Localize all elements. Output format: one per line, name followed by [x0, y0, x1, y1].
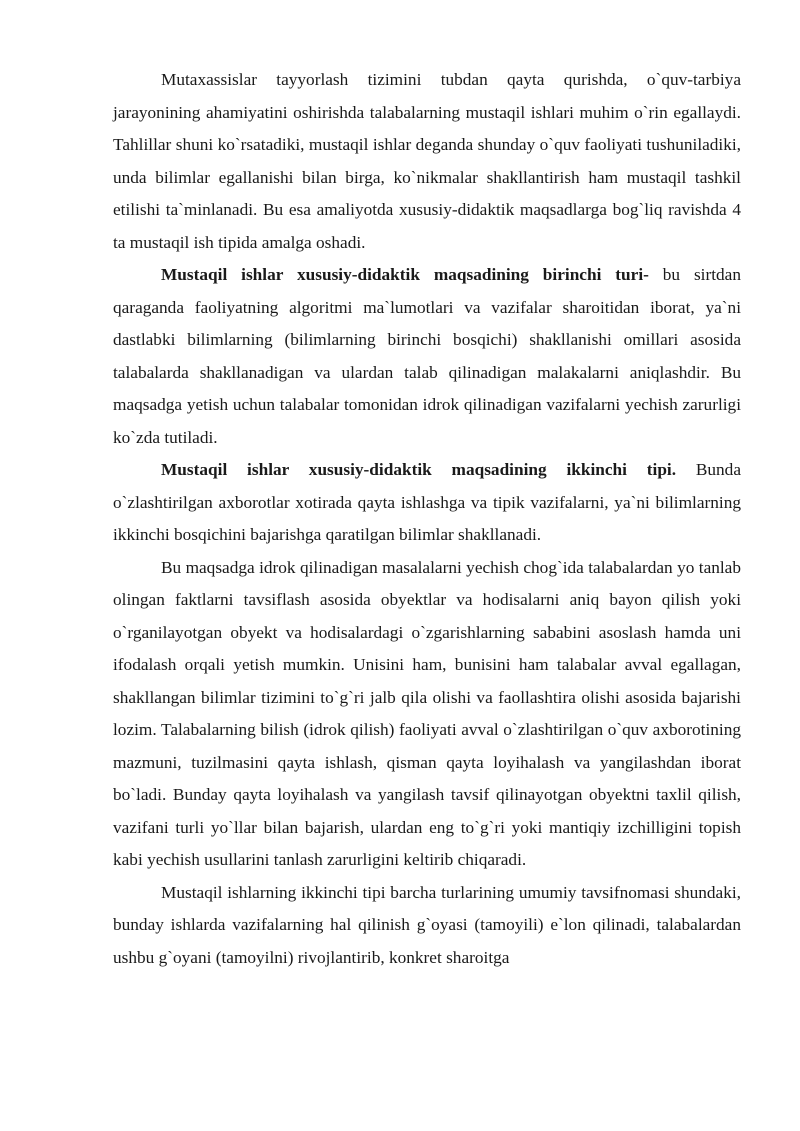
paragraph-5-text: Mustaqil ishlarning ikkinchi tipi barcha turlarining umumiy tavsifnomasi shundaki, bunday ishlarda vazifalarning hal qilinish g`oyasi (tamoyili) e`lon qilinadi, talabalardan ushbu g`oyani (tamoyilni) rivojlantirib, konkret sharoitga [113, 882, 741, 967]
document-page [113, 64, 741, 974]
paragraph-3-bold: Mustaqil ishlar xususiy-didaktik maqsadining ikkinchi tipi. [161, 460, 677, 479]
paragraph-1-text: Mutaxassislar tayyorlash tizimini tubdan qayta qurishda, o`quv-tarbiya jarayonining ahamiyatini oshirishda talabalarning mustaqil ishlari muhim o`rin egallaydi. Tahlillar shuni ko`rsatadiki, mustaqil ishlar deganda shunday o`quv faoliyati tushuniladiki, unda bilimlar egallanishi bilan birga, ko`nikmalar shakllantirish ham mustaqil tashkil etilishi ta`minlanadi. Bu esa amaliyotda xususiy-didaktik maqsadlarga bog`liq ravishda 4 ta mustaqil ish tipida amalga oshadi. [113, 70, 741, 252]
paragraph-5 [113, 877, 741, 975]
paragraph-2-text: bu sirtdan qaraganda faoliyatning algoritmi ma`lumotlari va vazifalar sharoitidan iborat, ya`ni dastlabki bilimlarning (bilimlarning birinchi bosqichi) shakllanishi omillari asosida talabalarda shakllanadigan va ulardan talab qilinadigan malakalarni aniqlashdir. Bu maqsadga yetish uchun talabalar tomonidan idrok qilinadigan vazifalarni yechish zarurligi ko`zda tutiladi. [113, 265, 741, 447]
paragraph-1 [113, 64, 741, 259]
paragraph-2-bold: Mustaqil ishlar xususiy-didaktik maqsadining birinchi turi- [161, 265, 649, 284]
paragraph-4 [113, 552, 741, 877]
paragraph-2 [113, 259, 741, 454]
paragraph-4-text: Bu maqsadga idrok qilinadigan masalalarni yechish chog`ida talabalardan yo tanlab olingan faktlarni tavsiflash asosida obyektlar va hodisalarni aniq bayon qilish yoki o`rganilayotgan obyekt va hodisalardagi o`zgarishlarning sababini asoslash hamda uni ifodalash orqali yetish mumkin. Unisini ham, bunisini ham talabalar avval egallagan, shakllangan bilimlar tizimini to`g`ri jalb qila olishi va faollashtira olishi asosida bajarishi lozim. Talabalarning bilish (idrok qilish) faoliyati avval o`zlashtirilgan o`quv axborotining mazmuni, tuzilmasini qayta ishlash, qisman qayta loyihalash va yangilashdan iborat bo`ladi. Bunday qayta loyihalash va yangilash tavsif qilinayotgan obyektni taxlil qilish, vazifani turli yo`llar bilan bajarish, ulardan eng to`g`ri yoki mantiqiy izchilligini topish kabi yechish usullarini tanlash zarurligini keltirib chiqaradi. [113, 557, 741, 869]
paragraph-3 [113, 454, 741, 552]
paragraph-3-text: Bunda o`zlashtirilgan axborotlar xotirada qayta ishlashga va tipik vazifalarni, ya`ni bilimlarning ikkinchi bosqichini bajarishga qaratilgan bilimlar shakllanadi. [113, 460, 741, 544]
